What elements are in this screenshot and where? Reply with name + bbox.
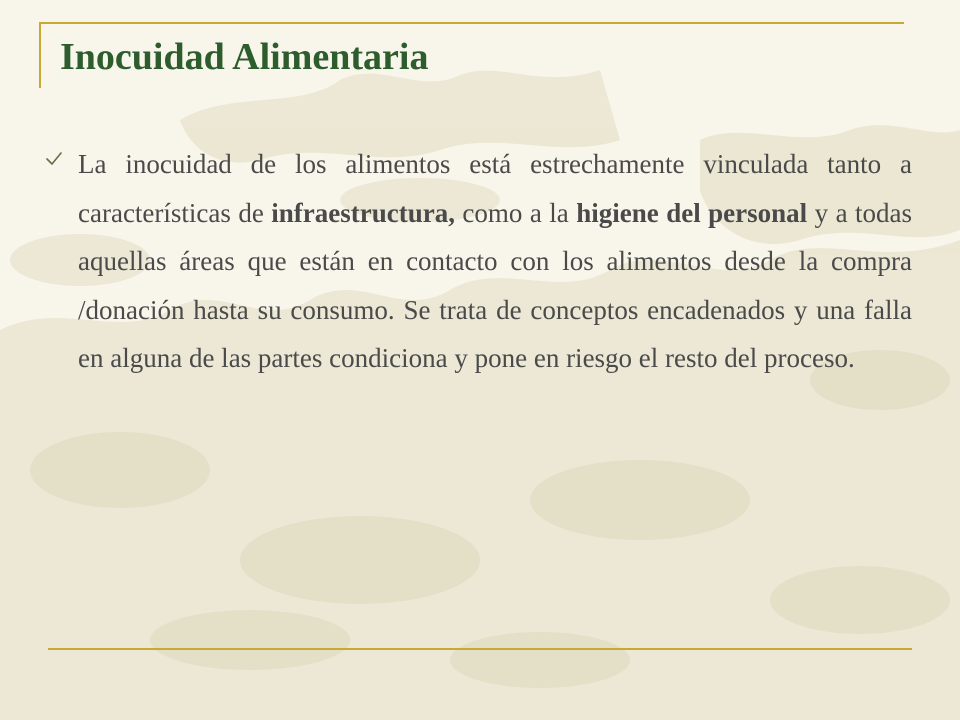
- text-segment: y a todas aquellas áreas que están en contacto con los alimentos desde la compra /donación hasta su consumo. Se trata de conceptos encadenados y una falla en alguna de las partes condiciona y pone en riesgo el resto del proceso.: [78, 197, 912, 373]
- bullet-item: [46, 140, 912, 383]
- left-rule: [39, 22, 41, 88]
- bullet-text: [78, 140, 912, 383]
- bold-infraestructura: infraestructura,: [271, 197, 455, 228]
- bottom-rule: [48, 648, 912, 650]
- slide-title: Inocuidad Alimentaria: [60, 36, 429, 78]
- bold-higiene-personal: higiene del personal: [576, 197, 808, 228]
- text-segment: La inocuidad de los alimentos está estrechamente vinculada tanto a características de: [78, 149, 912, 228]
- top-rule: [40, 22, 904, 24]
- text-segment: como a la: [454, 197, 577, 228]
- check-icon: [46, 152, 62, 166]
